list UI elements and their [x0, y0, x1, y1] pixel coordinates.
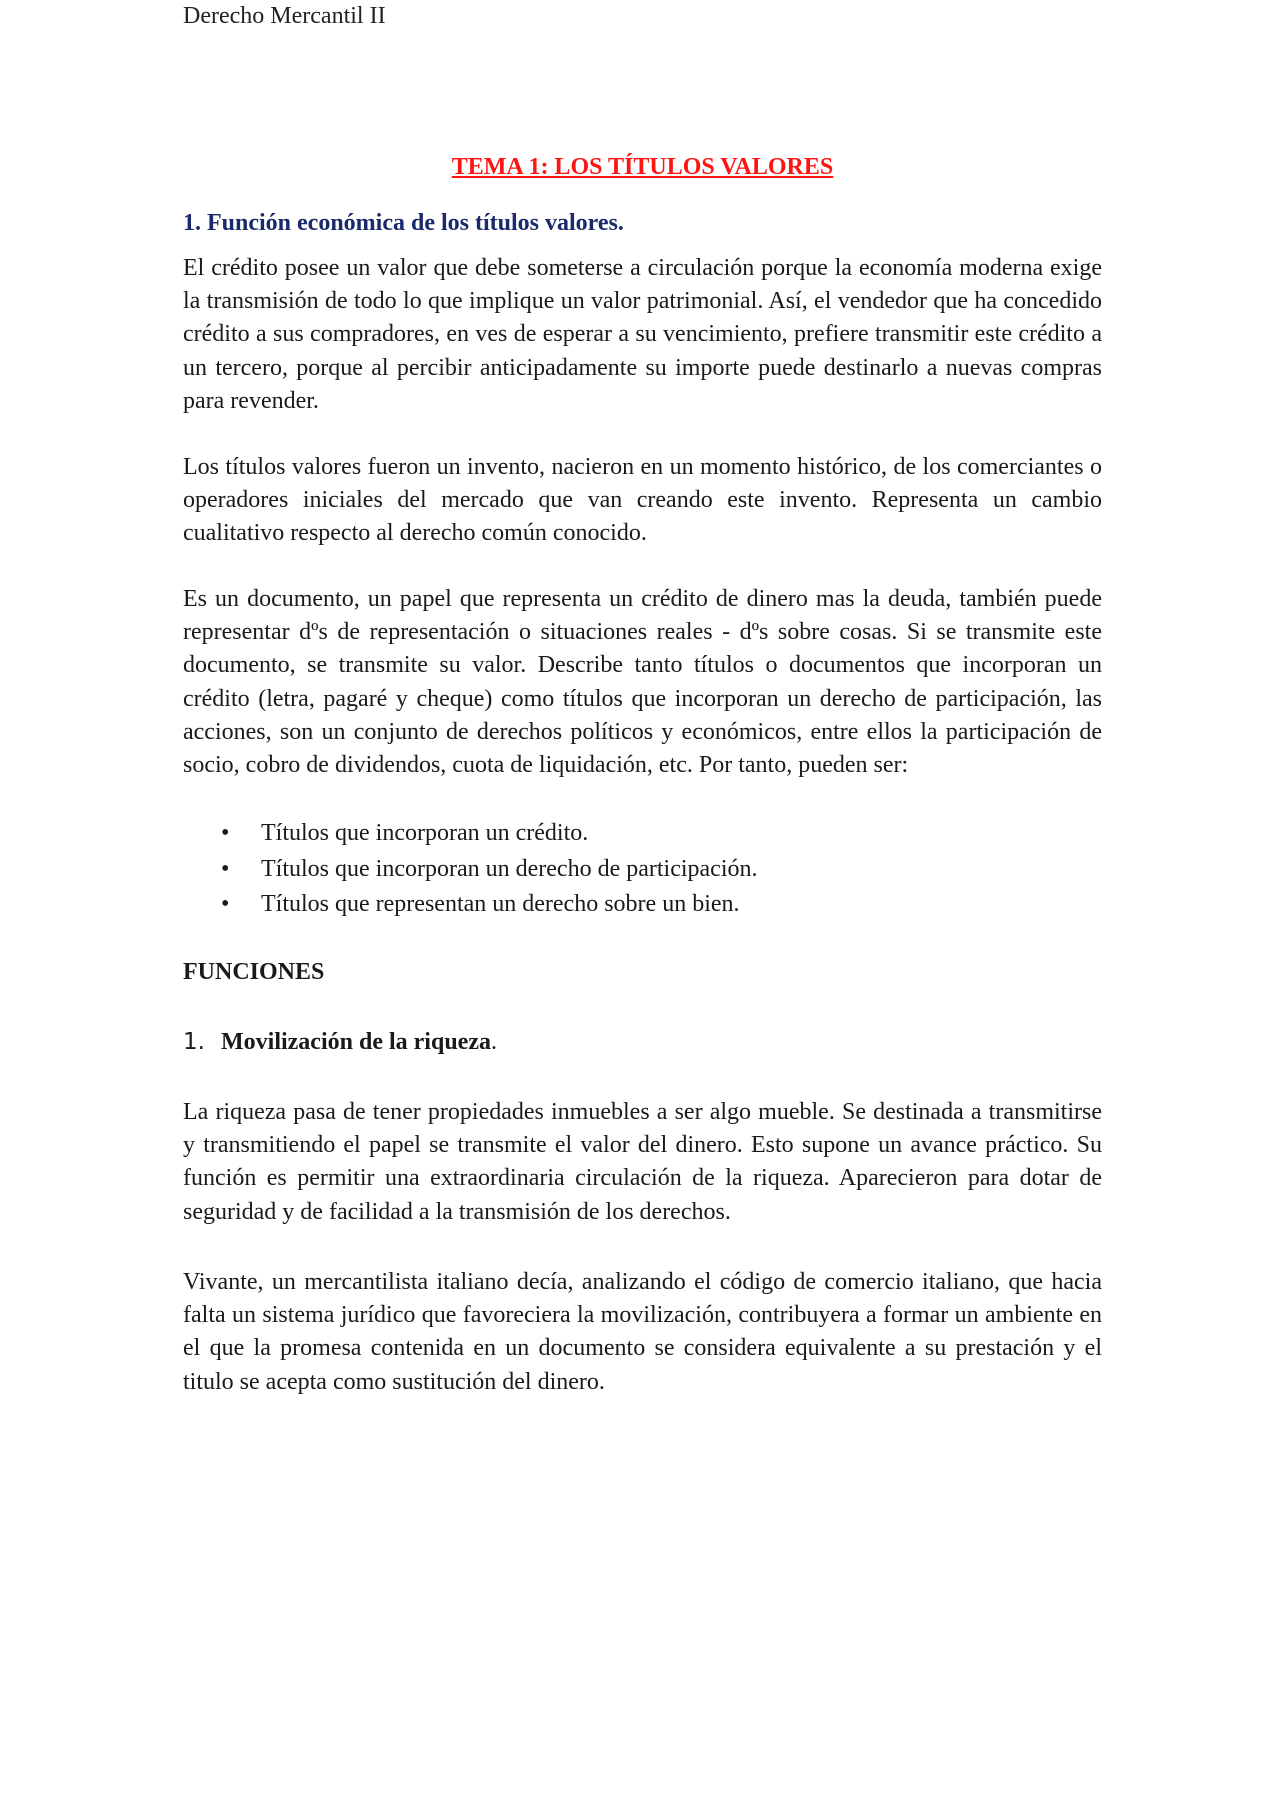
bullet-icon: •	[221, 855, 230, 882]
paragraph-credito: El crédito posee un valor que debe someterse a circulación porque la economía moderna exige la transmisión de todo lo que implique un valor patrimonial. Así, el vendedor que ha concedido crédito a sus compradores, en ves de esperar a su vencimiento, prefiere transmitir este crédito a un tercero, porque al percibir anticipadamente su importe puede destinarlo a nuevas compras para revender.	[183, 255, 1102, 414]
funcion-1-heading	[183, 1027, 497, 1057]
list-item	[183, 852, 1102, 888]
funcion-1-number: 1.	[183, 1029, 205, 1055]
paragraph-invento: Los títulos valores fueron un invento, nacieron en un momento histórico, de los comerciantes o operadores iniciales del mercado que van creando este invento. Representa un cambio cualitativo respecto al derecho común conocido.	[183, 454, 1102, 547]
list-item	[183, 887, 1102, 923]
bullet-icon: •	[221, 820, 230, 846]
list-item-text: Títulos que representan un derecho sobre un bien.	[261, 891, 740, 917]
list-item-text: Títulos que incorporan un crédito.	[261, 820, 589, 846]
document-title: TEMA 1: LOS TÍTULOS VALORES	[451, 154, 834, 180]
titulos-bullet-list	[183, 816, 1102, 923]
section-1-heading: 1. Función económica de los títulos valores.	[183, 210, 624, 236]
bullet-icon: •	[221, 891, 230, 917]
funcion-1-label: Movilización de la riqueza	[221, 1029, 491, 1055]
list-item	[183, 816, 1102, 852]
paragraph-documento: Es un documento, un papel que representa un crédito de dinero mas la deuda, también puede representar dºs de representación o situaciones reales - dºs sobre cosas. Si se transmite este documento, se transmite su valor. Describe tanto títulos o documentos que incorporan un crédito (letra, pagaré y cheque) como títulos que incorporan un derecho de participación, las acciones, son un conjunto de derechos políticos y económicos, entre ellos la participación de socio, cobro de dividendos, cuota de liquidación, etc. Por tanto, pueden ser:	[183, 586, 1102, 779]
paragraph-vivante: Vivante, un mercantilista italiano decía, analizando el código de comercio italiano, que hacia falta un sistema jurídico que favoreciera la movilización, contribuyera a formar un ambiente en el que la promesa contenida en un documento se considera equivalente a su prestación y el titulo se acepta como sustitución del dinero.	[183, 1269, 1102, 1395]
running-header: Derecho Mercantil II	[183, 3, 386, 29]
list-item-text: Títulos que incorporan un derecho de participación.	[261, 855, 758, 882]
funcion-1-period: .	[490, 1029, 497, 1055]
funciones-heading: FUNCIONES	[183, 959, 325, 985]
paragraph-riqueza: La riqueza pasa de tener propiedades inmuebles a ser algo mueble. Se destinada a transmitirse y transmitiendo el papel se transmite el valor del dinero. Esto supone un avance práctico. Su función es permitir una extraordinaria circulación de la riqueza. Aparecieron para dotar de seguridad y de facilidad a la transmisión de los derechos.	[183, 1099, 1102, 1225]
